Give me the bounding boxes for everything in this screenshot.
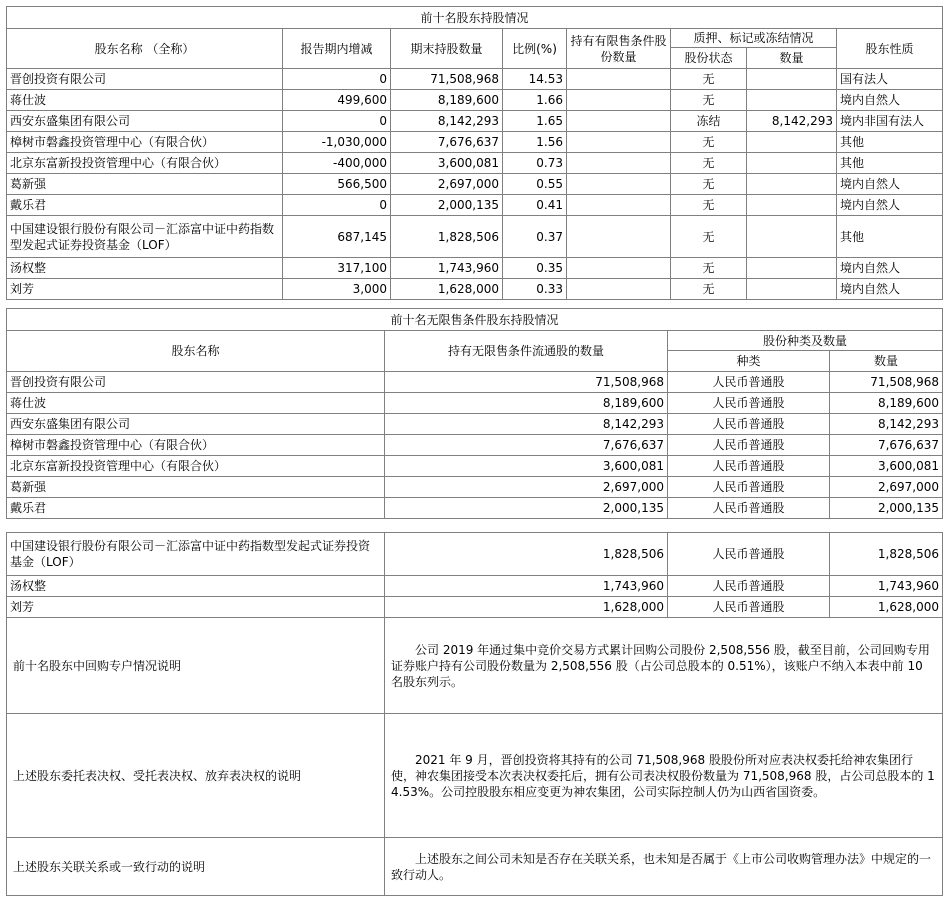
nature-cell: 境内自然人 <box>837 174 943 195</box>
table-row <box>7 533 943 576</box>
status-cell: 无 <box>671 195 747 216</box>
shareholder-name: 葛新强 <box>7 174 283 195</box>
shareholder-name: 晋创投资有限公司 <box>7 69 283 90</box>
status-cell: 无 <box>671 153 747 174</box>
ratio-cell: 0.37 <box>503 216 567 258</box>
status-cell: 冻结 <box>671 111 747 132</box>
end-qty-cell: 3,600,081 <box>391 153 503 174</box>
unrestricted-qty-cell: 2,000,135 <box>385 498 668 519</box>
ratio-cell: 1.66 <box>503 90 567 111</box>
restricted-cell <box>567 153 671 174</box>
unrestricted-title: 前十名无限售条件股东持股情况 <box>7 309 943 331</box>
shareholder-name: 蒋仕波 <box>7 90 283 111</box>
unrestricted-qty-cell: 8,142,293 <box>385 414 668 435</box>
unrestricted-qty-cell: 1,828,506 <box>385 533 668 576</box>
restricted-cell <box>567 132 671 153</box>
table-row <box>7 132 943 153</box>
status-cell: 无 <box>671 216 747 258</box>
unrestricted-qty-cell: 1,628,000 <box>385 597 668 618</box>
share-count-cell: 3,600,081 <box>830 456 943 477</box>
table-row <box>7 372 943 393</box>
note-row <box>7 714 943 838</box>
table-row <box>7 216 943 258</box>
ratio-cell: 0.73 <box>503 153 567 174</box>
restricted-cell <box>567 111 671 132</box>
share-kind-cell: 人民币普通股 <box>668 435 830 456</box>
end-qty-cell: 71,508,968 <box>391 69 503 90</box>
change-cell: 0 <box>283 195 391 216</box>
pledge-qty-cell <box>747 279 837 300</box>
nature-cell: 境内非国有法人 <box>837 111 943 132</box>
share-count-cell: 1,628,000 <box>830 597 943 618</box>
end-qty-cell: 8,142,293 <box>391 111 503 132</box>
share-kind-cell: 人民币普通股 <box>668 576 830 597</box>
restricted-cell <box>567 174 671 195</box>
share-count-cell: 71,508,968 <box>830 372 943 393</box>
nature-cell: 其他 <box>837 216 943 258</box>
end-qty-cell: 1,743,960 <box>391 258 503 279</box>
share-kind-cell: 人民币普通股 <box>668 372 830 393</box>
share-count-cell: 7,676,637 <box>830 435 943 456</box>
status-cell: 无 <box>671 132 747 153</box>
status-cell: 无 <box>671 258 747 279</box>
end-qty-cell: 7,676,637 <box>391 132 503 153</box>
nature-cell: 境内自然人 <box>837 279 943 300</box>
restricted-cell <box>567 258 671 279</box>
pledge-qty-cell <box>747 195 837 216</box>
table-row <box>7 597 943 618</box>
header-pledge-group: 质押、标记或冻结情况 <box>671 29 837 48</box>
ratio-cell: 1.65 <box>503 111 567 132</box>
note-row <box>7 838 943 896</box>
status-cell: 无 <box>671 90 747 111</box>
change-cell: 499,600 <box>283 90 391 111</box>
shareholder-name: 西安东盛集团有限公司 <box>7 414 385 435</box>
change-cell: 0 <box>283 111 391 132</box>
header-restricted: 持有有限售条件股份数量 <box>567 29 671 69</box>
shareholder-name: 西安东盛集团有限公司 <box>7 111 283 132</box>
nature-cell: 境内自然人 <box>837 258 943 279</box>
ratio-cell: 1.56 <box>503 132 567 153</box>
table-row <box>7 111 943 132</box>
unrestricted-qty-cell: 2,697,000 <box>385 477 668 498</box>
restricted-cell <box>567 90 671 111</box>
table-row <box>7 90 943 111</box>
change-cell: 687,145 <box>283 216 391 258</box>
header-ratio: 比例(%) <box>503 29 567 69</box>
table-row <box>7 195 943 216</box>
end-qty-cell: 2,697,000 <box>391 174 503 195</box>
ratio-cell: 0.55 <box>503 174 567 195</box>
nature-cell: 境内自然人 <box>837 90 943 111</box>
share-kind-cell: 人民币普通股 <box>668 597 830 618</box>
change-cell: 3,000 <box>283 279 391 300</box>
share-count-cell: 8,189,600 <box>830 393 943 414</box>
nature-cell: 其他 <box>837 153 943 174</box>
table-row <box>7 456 943 477</box>
restricted-cell <box>567 195 671 216</box>
restricted-cell <box>567 216 671 258</box>
table-row <box>7 477 943 498</box>
table-row <box>7 498 943 519</box>
header-unrestricted-qty: 持有无限售条件流通股的数量 <box>385 331 668 372</box>
table-row <box>7 258 943 279</box>
unrestricted-continued-table <box>6 532 943 896</box>
end-qty-cell: 8,189,600 <box>391 90 503 111</box>
share-count-cell: 8,142,293 <box>830 414 943 435</box>
shareholder-name: 汤权整 <box>7 258 283 279</box>
note-row <box>7 618 943 714</box>
note-text-voting: 2021 年 9 月，晋创投资将其持有的公司 71,508,968 股股份所对应表决权委托给神农集团行使，神农集团接受本次表决权委托后，拥有公司表决权股份数量为 71,508,968 股，占公司总股本的 14.53%。公司控股股东相应变更为神农集团，公司实际控制人仍为山西省国资委。 <box>385 714 943 838</box>
share-kind-cell: 人民币普通股 <box>668 533 830 576</box>
shareholder-name: 刘芳 <box>7 279 283 300</box>
unrestricted-qty-cell: 1,743,960 <box>385 576 668 597</box>
unrestricted-qty-cell: 71,508,968 <box>385 372 668 393</box>
table-row <box>7 576 943 597</box>
pledge-qty-cell: 8,142,293 <box>747 111 837 132</box>
table-row <box>7 174 943 195</box>
shareholder-name: 樟树市磐鑫投资管理中心（有限合伙） <box>7 132 283 153</box>
top10-title: 前十名股东持股情况 <box>7 7 943 29</box>
unrestricted-qty-cell: 8,189,600 <box>385 393 668 414</box>
ratio-cell: 0.35 <box>503 258 567 279</box>
header-pledge-qty: 数量 <box>747 48 837 69</box>
status-cell: 无 <box>671 174 747 195</box>
note-label-buyback: 前十名股东中回购专户情况说明 <box>7 618 385 714</box>
header-nature: 股东性质 <box>837 29 943 69</box>
note-text-relation: 上述股东之间公司未知是否存在关联关系，也未知是否属于《上市公司收购管理办法》中规定的一致行动人。 <box>385 838 943 896</box>
header-end-qty: 期末持股数量 <box>391 29 503 69</box>
header-unrestricted-name: 股东名称 <box>7 331 385 372</box>
nature-cell: 境内自然人 <box>837 195 943 216</box>
ratio-cell: 0.41 <box>503 195 567 216</box>
table-row <box>7 414 943 435</box>
pledge-qty-cell <box>747 258 837 279</box>
change-cell: -1,030,000 <box>283 132 391 153</box>
header-share-group: 股份种类及数量 <box>668 331 943 351</box>
pledge-qty-cell <box>747 132 837 153</box>
share-count-cell: 1,828,506 <box>830 533 943 576</box>
top10-table <box>6 6 943 300</box>
table-row <box>7 153 943 174</box>
nature-cell: 其他 <box>837 132 943 153</box>
shareholder-name: 北京东富新投投资管理中心（有限合伙） <box>7 153 283 174</box>
shareholder-name: 晋创投资有限公司 <box>7 372 385 393</box>
shareholder-name: 戴乐君 <box>7 498 385 519</box>
pledge-qty-cell <box>747 90 837 111</box>
header-share-count: 数量 <box>830 351 943 372</box>
end-qty-cell: 2,000,135 <box>391 195 503 216</box>
shareholder-name: 汤权整 <box>7 576 385 597</box>
note-text-buyback: 公司 2019 年通过集中竞价交易方式累计回购公司股份 2,508,556 股，截至目前，公司回购专用证券账户持有公司股份数量为 2,508,556 股（占公司总股本的 0.51%），该账户不纳入本表中前 10 名股东列示。 <box>385 618 943 714</box>
note-label-voting: 上述股东委托表决权、受托表决权、放弃表决权的说明 <box>7 714 385 838</box>
pledge-qty-cell <box>747 216 837 258</box>
shareholder-name: 中国建设银行股份有限公司－汇添富中证中药指数型发起式证券投资基金（LOF） <box>7 533 385 576</box>
header-pledge-status: 股份状态 <box>671 48 747 69</box>
shareholder-name: 刘芳 <box>7 597 385 618</box>
pledge-qty-cell <box>747 174 837 195</box>
ratio-cell: 0.33 <box>503 279 567 300</box>
shareholder-name: 戴乐君 <box>7 195 283 216</box>
header-share-kind: 种类 <box>668 351 830 372</box>
share-kind-cell: 人民币普通股 <box>668 498 830 519</box>
nature-cell: 国有法人 <box>837 69 943 90</box>
share-kind-cell: 人民币普通股 <box>668 393 830 414</box>
share-count-cell: 1,743,960 <box>830 576 943 597</box>
header-name: 股东名称 （全称） <box>7 29 283 69</box>
shareholder-name: 北京东富新投投资管理中心（有限合伙） <box>7 456 385 477</box>
change-cell: 566,500 <box>283 174 391 195</box>
share-kind-cell: 人民币普通股 <box>668 456 830 477</box>
shareholder-name: 樟树市磐鑫投资管理中心（有限合伙） <box>7 435 385 456</box>
shareholder-name: 蒋仕波 <box>7 393 385 414</box>
status-cell: 无 <box>671 69 747 90</box>
shareholder-name: 葛新强 <box>7 477 385 498</box>
unrestricted-table <box>6 308 943 519</box>
table-row <box>7 69 943 90</box>
header-change: 报告期内增减 <box>283 29 391 69</box>
change-cell: 317,100 <box>283 258 391 279</box>
share-count-cell: 2,697,000 <box>830 477 943 498</box>
share-count-cell: 2,000,135 <box>830 498 943 519</box>
pledge-qty-cell <box>747 69 837 90</box>
change-cell: -400,000 <box>283 153 391 174</box>
restricted-cell <box>567 69 671 90</box>
pledge-qty-cell <box>747 153 837 174</box>
restricted-cell <box>567 279 671 300</box>
ratio-cell: 14.53 <box>503 69 567 90</box>
shareholder-name: 中国建设银行股份有限公司－汇添富中证中药指数型发起式证券投资基金（LOF） <box>7 216 283 258</box>
note-label-relation: 上述股东关联关系或一致行动的说明 <box>7 838 385 896</box>
share-kind-cell: 人民币普通股 <box>668 477 830 498</box>
unrestricted-qty-cell: 7,676,637 <box>385 435 668 456</box>
share-kind-cell: 人民币普通股 <box>668 414 830 435</box>
end-qty-cell: 1,628,000 <box>391 279 503 300</box>
table-row <box>7 393 943 414</box>
unrestricted-qty-cell: 3,600,081 <box>385 456 668 477</box>
table-row <box>7 279 943 300</box>
status-cell: 无 <box>671 279 747 300</box>
end-qty-cell: 1,828,506 <box>391 216 503 258</box>
change-cell: 0 <box>283 69 391 90</box>
table-row <box>7 435 943 456</box>
